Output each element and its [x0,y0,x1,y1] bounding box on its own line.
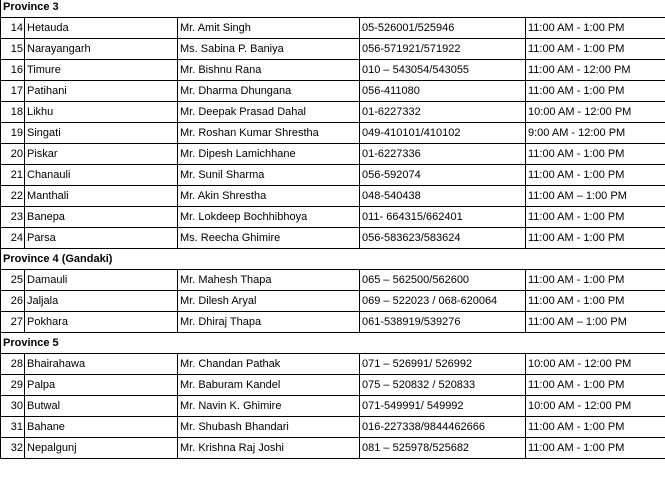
row-number: 27 [1,312,25,333]
row-number: 30 [1,396,25,417]
branch-name: Hetauda [25,18,178,39]
branch-name: Patihani [25,81,178,102]
branch-name: Timure [25,60,178,81]
province-header-row [1,249,665,270]
office-hours: 10:00 AM - 12:00 PM [526,396,665,417]
table-row [1,39,665,60]
table-row [1,18,665,39]
office-hours: 11:00 AM – 1:00 PM [526,312,665,333]
row-number: 14 [1,18,25,39]
phone-number: 056-592074 [360,165,526,186]
branch-name: Parsa [25,228,178,249]
table-row [1,438,665,459]
branch-name: Narayangarh [25,39,178,60]
table-row [1,354,665,375]
row-number: 20 [1,144,25,165]
province-heading: Province 4 (Gandaki) [1,249,665,270]
table-row [1,396,665,417]
branch-name: Manthali [25,186,178,207]
phone-number: 010 – 543054/543055 [360,60,526,81]
branch-name: Likhu [25,102,178,123]
row-number: 17 [1,81,25,102]
branch-name: Bhairahawa [25,354,178,375]
province-header-row [1,0,665,18]
table-row [1,81,665,102]
row-number: 22 [1,186,25,207]
office-hours: 11:00 AM - 1:00 PM [526,81,665,102]
office-hours: 11:00 AM - 1:00 PM [526,144,665,165]
branch-name: Jaljala [25,291,178,312]
office-hours: 10:00 AM - 12:00 PM [526,102,665,123]
row-number: 19 [1,123,25,144]
phone-number: 056-571921/571922 [360,39,526,60]
table-row [1,123,665,144]
branch-name: Bahane [25,417,178,438]
table-row [1,417,665,438]
branch-name: Butwal [25,396,178,417]
manager-name: Mr. Chandan Pathak [178,354,360,375]
office-hours: 11:00 AM - 1:00 PM [526,438,665,459]
manager-name: Mr. Shubash Bhandari [178,417,360,438]
table-row [1,312,665,333]
row-number: 29 [1,375,25,396]
branch-table-body [1,0,665,459]
phone-number: 01-6227336 [360,144,526,165]
row-number: 25 [1,270,25,291]
phone-number: 071 – 526991/ 526992 [360,354,526,375]
office-hours: 10:00 AM - 12:00 PM [526,354,665,375]
phone-number: 061-538919/539276 [360,312,526,333]
manager-name: Mr. Akin Shrestha [178,186,360,207]
table-row [1,144,665,165]
manager-name: Mr. Dhiraj Thapa [178,312,360,333]
branch-name: Singati [25,123,178,144]
row-number: 32 [1,438,25,459]
phone-number: 075 – 520832 / 520833 [360,375,526,396]
manager-name: Ms. Reecha Ghimire [178,228,360,249]
province-header-row [1,333,665,354]
office-hours: 11:00 AM - 1:00 PM [526,207,665,228]
manager-name: Mr. Navin K. Ghimire [178,396,360,417]
phone-number: 069 – 522023 / 068-620064 [360,291,526,312]
manager-name: Mr. Bishnu Rana [178,60,360,81]
phone-number: 011- 664315/662401 [360,207,526,228]
office-hours: 11:00 AM - 1:00 PM [526,165,665,186]
manager-name: Mr. Dipesh Lamichhane [178,144,360,165]
office-hours: 11:00 AM - 1:00 PM [526,228,665,249]
branch-name: Pokhara [25,312,178,333]
office-hours: 11:00 AM - 1:00 PM [526,39,665,60]
manager-name: Mr. Mahesh Thapa [178,270,360,291]
phone-number: 05-526001/525946 [360,18,526,39]
manager-name: Ms. Sabina P. Baniya [178,39,360,60]
manager-name: Mr. Lokdeep Bochhibhoya [178,207,360,228]
manager-name: Mr. Dilesh Aryal [178,291,360,312]
manager-name: Mr. Sunil Sharma [178,165,360,186]
row-number: 24 [1,228,25,249]
branch-name: Damauli [25,270,178,291]
office-hours: 11:00 AM - 1:00 PM [526,270,665,291]
phone-number: 081 – 525978/525682 [360,438,526,459]
row-number: 26 [1,291,25,312]
office-hours: 11:00 AM - 1:00 PM [526,417,665,438]
phone-number: 016-227338/9844462666 [360,417,526,438]
table-row [1,207,665,228]
row-number: 15 [1,39,25,60]
phone-number: 049-410101/410102 [360,123,526,144]
phone-number: 056-583623/583624 [360,228,526,249]
province-heading: Province 3 [1,0,665,18]
row-number: 21 [1,165,25,186]
row-number: 23 [1,207,25,228]
phone-number: 065 – 562500/562600 [360,270,526,291]
office-hours: 9:00 AM - 12:00 PM [526,123,665,144]
manager-name: Mr. Baburam Kandel [178,375,360,396]
manager-name: Mr. Krishna Raj Joshi [178,438,360,459]
branch-name: Banepa [25,207,178,228]
office-hours: 11:00 AM - 1:00 PM [526,291,665,312]
row-number: 18 [1,102,25,123]
table-row [1,186,665,207]
office-hours: 11:00 AM – 1:00 PM [526,186,665,207]
phone-number: 071-549991/ 549992 [360,396,526,417]
manager-name: Mr. Dharma Dhungana [178,81,360,102]
office-hours: 11:00 AM - 1:00 PM [526,18,665,39]
table-row [1,270,665,291]
branch-name: Nepalgunj [25,438,178,459]
table-row [1,102,665,123]
phone-number: 01-6227332 [360,102,526,123]
office-hours: 11:00 AM - 1:00 PM [526,375,665,396]
table-row [1,165,665,186]
row-number: 28 [1,354,25,375]
phone-number: 048-540438 [360,186,526,207]
table-row [1,375,665,396]
manager-name: Mr. Roshan Kumar Shrestha [178,123,360,144]
table-row [1,228,665,249]
manager-name: Mr. Deepak Prasad Dahal [178,102,360,123]
row-number: 31 [1,417,25,438]
branch-name: Piskar [25,144,178,165]
office-hours: 11:00 AM - 12:00 PM [526,60,665,81]
branch-name: Chanauli [25,165,178,186]
table-row [1,60,665,81]
branch-name: Palpa [25,375,178,396]
phone-number: 056-411080 [360,81,526,102]
table-row [1,291,665,312]
province-heading: Province 5 [1,333,665,354]
manager-name: Mr. Amit Singh [178,18,360,39]
row-number: 16 [1,60,25,81]
